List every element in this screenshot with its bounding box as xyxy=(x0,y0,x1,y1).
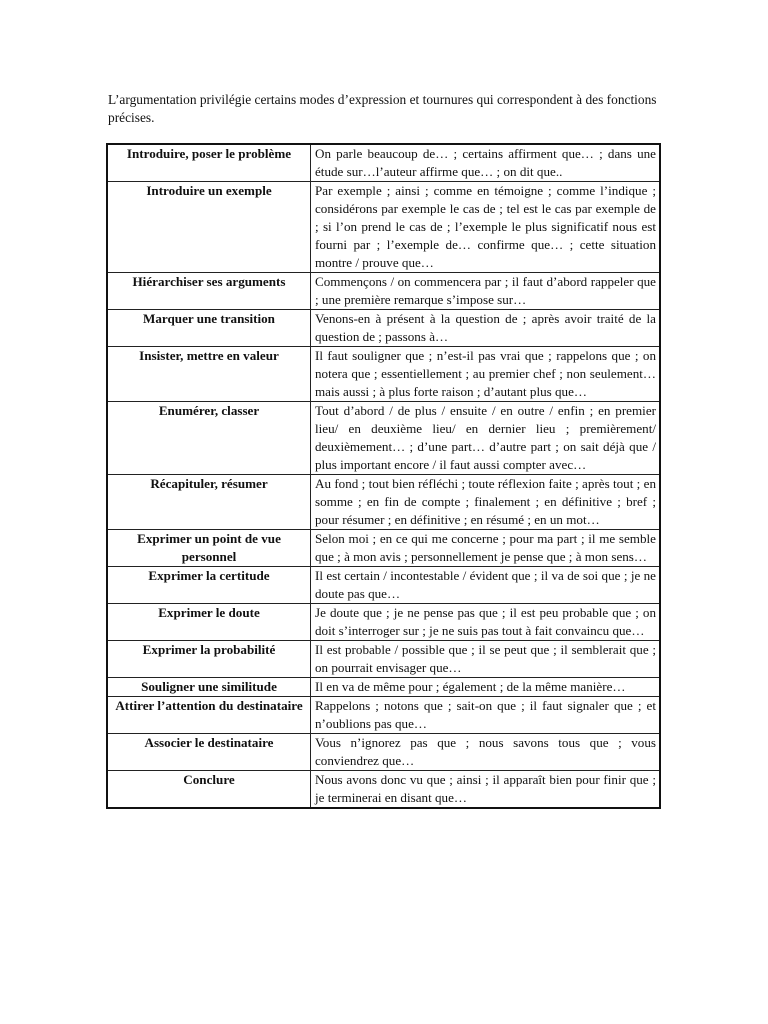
table-row xyxy=(107,604,660,641)
expressions-cell: Il est certain / incontestable / évident que ; il va de soi que ; je ne doute pas que… xyxy=(311,567,661,604)
expressions-cell: On parle beaucoup de… ; certains affirment que… ; dans une étude sur…l’auteur affirme que… ; on dit que.. xyxy=(311,144,661,182)
function-cell: Exprimer la probabilité xyxy=(107,641,311,678)
function-cell: Exprimer un point de vue personnel xyxy=(107,530,311,567)
table-row xyxy=(107,310,660,347)
expressions-cell: Il faut souligner que ; n’est-il pas vrai que ; rappelons que ; on notera que ; essentiellement ; au premier chef ; non seulement…mais aussi ; à plus forte raison ; d’autant plus que… xyxy=(311,347,661,402)
expressions-table xyxy=(106,143,661,809)
expressions-cell: Nous avons donc vu que ; ainsi ; il apparaît bien pour finir que ; je terminerai en disant que… xyxy=(311,771,661,809)
expressions-cell: Tout d’abord / de plus / ensuite / en outre / enfin ; en premier lieu/ en deuxième lieu/ en dernier lieu ; premièrement/ deuxièmement… ; d’une part… d’autre part ; on sait déjà que / plus important encore / il faut aussi compter avec… xyxy=(311,402,661,475)
function-cell: Exprimer la certitude xyxy=(107,567,311,604)
table-row xyxy=(107,530,660,567)
table-row xyxy=(107,182,660,273)
expressions-cell: Il est probable / possible que ; il se peut que ; il semblerait que ; on pourrait envisager que… xyxy=(311,641,661,678)
expressions-cell: Commençons / on commencera par ; il faut d’abord rappeler que ; une première remarque s’impose sur… xyxy=(311,273,661,310)
expressions-cell: Il en va de même pour ; également ; de la même manière… xyxy=(311,678,661,697)
intro-paragraph: L’argumentation privilégie certains modes d’expression et tournures qui correspondent à des fonctions précises. xyxy=(108,92,657,125)
table-row xyxy=(107,347,660,402)
table-row xyxy=(107,734,660,771)
table-row xyxy=(107,144,660,182)
function-cell: Souligner une similitude xyxy=(107,678,311,697)
expressions-cell: Je doute que ; je ne pense pas que ; il est peu probable que ; on doit s’interroger sur ; je ne suis pas tout à fait convaincu que… xyxy=(311,604,661,641)
function-cell: Attirer l’attention du destinataire xyxy=(107,697,311,734)
expressions-cell: Vous n’ignorez pas que ; nous savons tous que ; vous conviendrez que… xyxy=(311,734,661,771)
function-cell: Exprimer le doute xyxy=(107,604,311,641)
table-row xyxy=(107,678,660,697)
function-cell: Hiérarchiser ses arguments xyxy=(107,273,311,310)
function-cell: Introduire, poser le problème xyxy=(107,144,311,182)
expressions-cell: Selon moi ; en ce qui me concerne ; pour ma part ; il me semble que ; à mon avis ; personnellement je pense que ; à mon sens… xyxy=(311,530,661,567)
expressions-cell: Rappelons ; notons que ; sait-on que ; il faut signaler que ; et n’oublions pas que… xyxy=(311,697,661,734)
table-row xyxy=(107,402,660,475)
table-row xyxy=(107,273,660,310)
function-cell: Marquer une transition xyxy=(107,310,311,347)
expressions-cell: Par exemple ; ainsi ; comme en témoigne ; comme l’indique ; considérons par exemple le cas de ; tel est le cas par exemple de ; si l’on prend le cas de ; l’exemple le plus significatif nous est fourni par ; l’exemple de… confirme que… ; cette situation montre / prouve que… xyxy=(311,182,661,273)
expressions-cell: Au fond ; tout bien réfléchi ; toute réflexion faite ; après tout ; en somme ; en fin de compte ; finalement ; en définitive ; bref ; pour résumer ; en définitive ; en résumé ; en un mot… xyxy=(311,475,661,530)
table-row xyxy=(107,771,660,809)
function-cell: Associer le destinataire xyxy=(107,734,311,771)
expressions-cell: Venons-en à présent à la question de ; après avoir traité de la question de ; passons à… xyxy=(311,310,661,347)
function-cell: Enumérer, classer xyxy=(107,402,311,475)
table-row xyxy=(107,475,660,530)
table-row xyxy=(107,641,660,678)
function-cell: Introduire un exemple xyxy=(107,182,311,273)
function-cell: Conclure xyxy=(107,771,311,809)
function-cell: Insister, mettre en valeur xyxy=(107,347,311,402)
table-row xyxy=(107,697,660,734)
table-row xyxy=(107,567,660,604)
function-cell: Récapituler, résumer xyxy=(107,475,311,530)
